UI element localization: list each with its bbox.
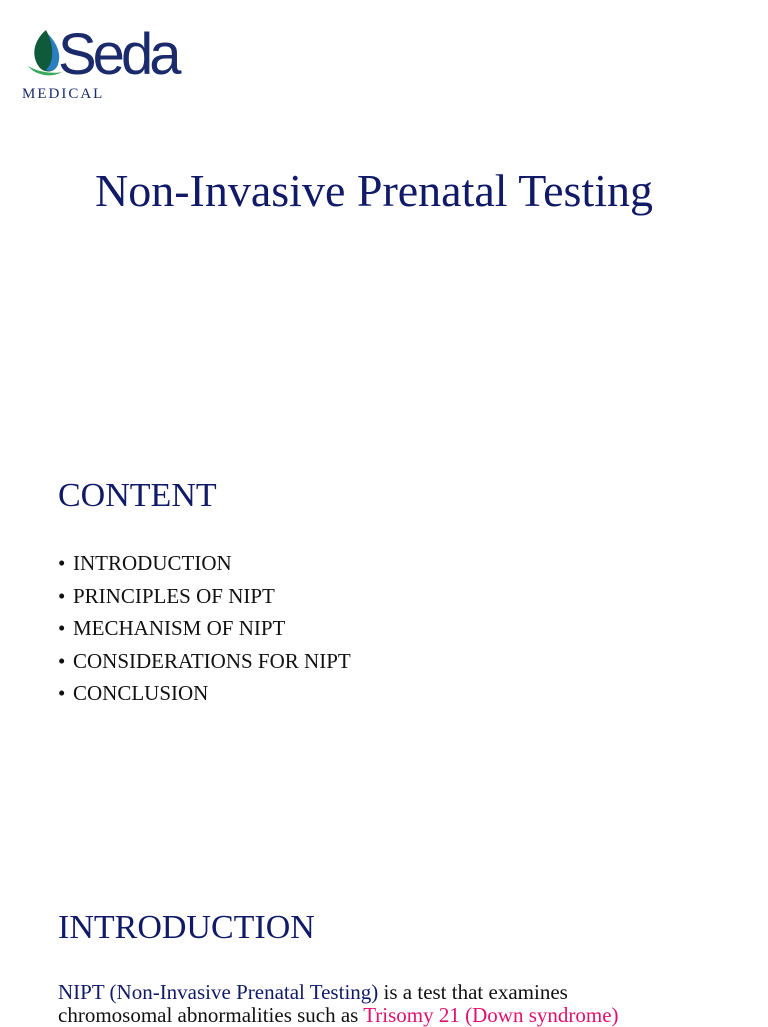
list-item-label: PRINCIPLES OF NIPT <box>73 583 275 608</box>
bullet: • <box>58 681 66 705</box>
list-item <box>58 645 351 678</box>
trisomy-highlight: Trisomy 21 (Down syndrome) <box>363 1003 619 1027</box>
bullet: • <box>58 583 66 608</box>
bullet: • <box>58 648 66 673</box>
list-item <box>58 547 351 580</box>
intro-text-part2: chromosomal abnormalities such as <box>58 1003 364 1027</box>
list-item-label: MECHANISM OF NIPT <box>73 616 286 640</box>
nipt-term: NIPT (Non-Invasive Prenatal Testing) <box>58 980 379 1004</box>
list-item <box>58 580 351 613</box>
page-title: Non-Invasive Prenatal Testing <box>94 165 654 216</box>
introduction-paragraph <box>58 981 718 1027</box>
bullet: • <box>58 551 66 575</box>
introduction-heading: INTRODUCTION <box>58 909 315 946</box>
logo-wordmark: Seda <box>58 22 178 87</box>
list-item <box>58 677 351 710</box>
list-item <box>58 612 351 645</box>
logo-subtitle: MEDICAL <box>22 86 105 102</box>
intro-text-part1: is a test that examines <box>378 980 568 1004</box>
content-heading: CONTENT <box>58 477 217 514</box>
content-list <box>58 547 351 710</box>
bullet: • <box>58 616 66 640</box>
list-item-label: CONSIDERATIONS FOR NIPT <box>73 648 351 673</box>
list-item-label: INTRODUCTION <box>73 551 232 575</box>
list-item-label: CONCLUSION <box>73 681 209 705</box>
seda-medical-logo <box>22 22 212 106</box>
